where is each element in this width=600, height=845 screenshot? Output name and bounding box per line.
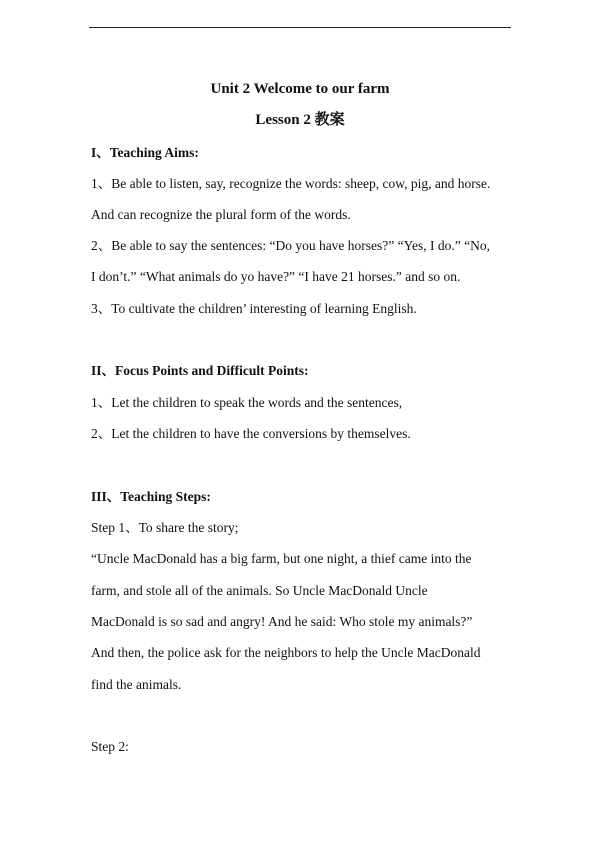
aims-line-1: 1、Be able to listen, say, recognize the words: sheep, cow, pig, and horse. — [91, 176, 491, 191]
aims-line-2: And can recognize the plural form of the words. — [91, 207, 351, 222]
document-title: Unit 2 Welcome to our farm — [210, 81, 390, 97]
steps-line-3: farm, and stole all of the animals. So Uncle MacDonald Uncle — [91, 583, 428, 598]
header-rule — [89, 27, 511, 28]
section-heading-focus-points: II、Focus Points and Difficult Points: — [91, 363, 309, 378]
steps-line-4: MacDonald is so sad and angry! And he said: Who stole my animals?” — [91, 614, 473, 629]
steps-line-6: find the animals. — [91, 677, 182, 692]
steps-line-1: Step 1、To share the story; — [91, 520, 239, 535]
step-2-label: Step 2: — [91, 739, 129, 754]
document-subtitle: Lesson 2 教案 — [255, 112, 345, 128]
focus-line-1: 1、Let the children to speak the words and the sentences, — [91, 395, 403, 410]
focus-line-2: 2、Let the children to have the conversions by themselves. — [91, 426, 411, 441]
aims-line-4: I don’t.” “What animals do yo have?” “I have 21 horses.” and so on. — [91, 269, 461, 284]
section-heading-teaching-aims: I、Teaching Aims: — [91, 145, 199, 160]
section-heading-teaching-steps: III、Teaching Steps: — [91, 489, 211, 504]
steps-line-5: And then, the police ask for the neighbors to help the Uncle MacDonald — [91, 645, 481, 660]
steps-line-2: “Uncle MacDonald has a big farm, but one night, a thief came into the — [91, 551, 472, 566]
aims-line-3: 2、Be able to say the sentences: “Do you have horses?” “Yes, I do.” “No, — [91, 238, 491, 253]
aims-line-5: 3、To cultivate the children’ interesting of learning English. — [91, 301, 417, 316]
